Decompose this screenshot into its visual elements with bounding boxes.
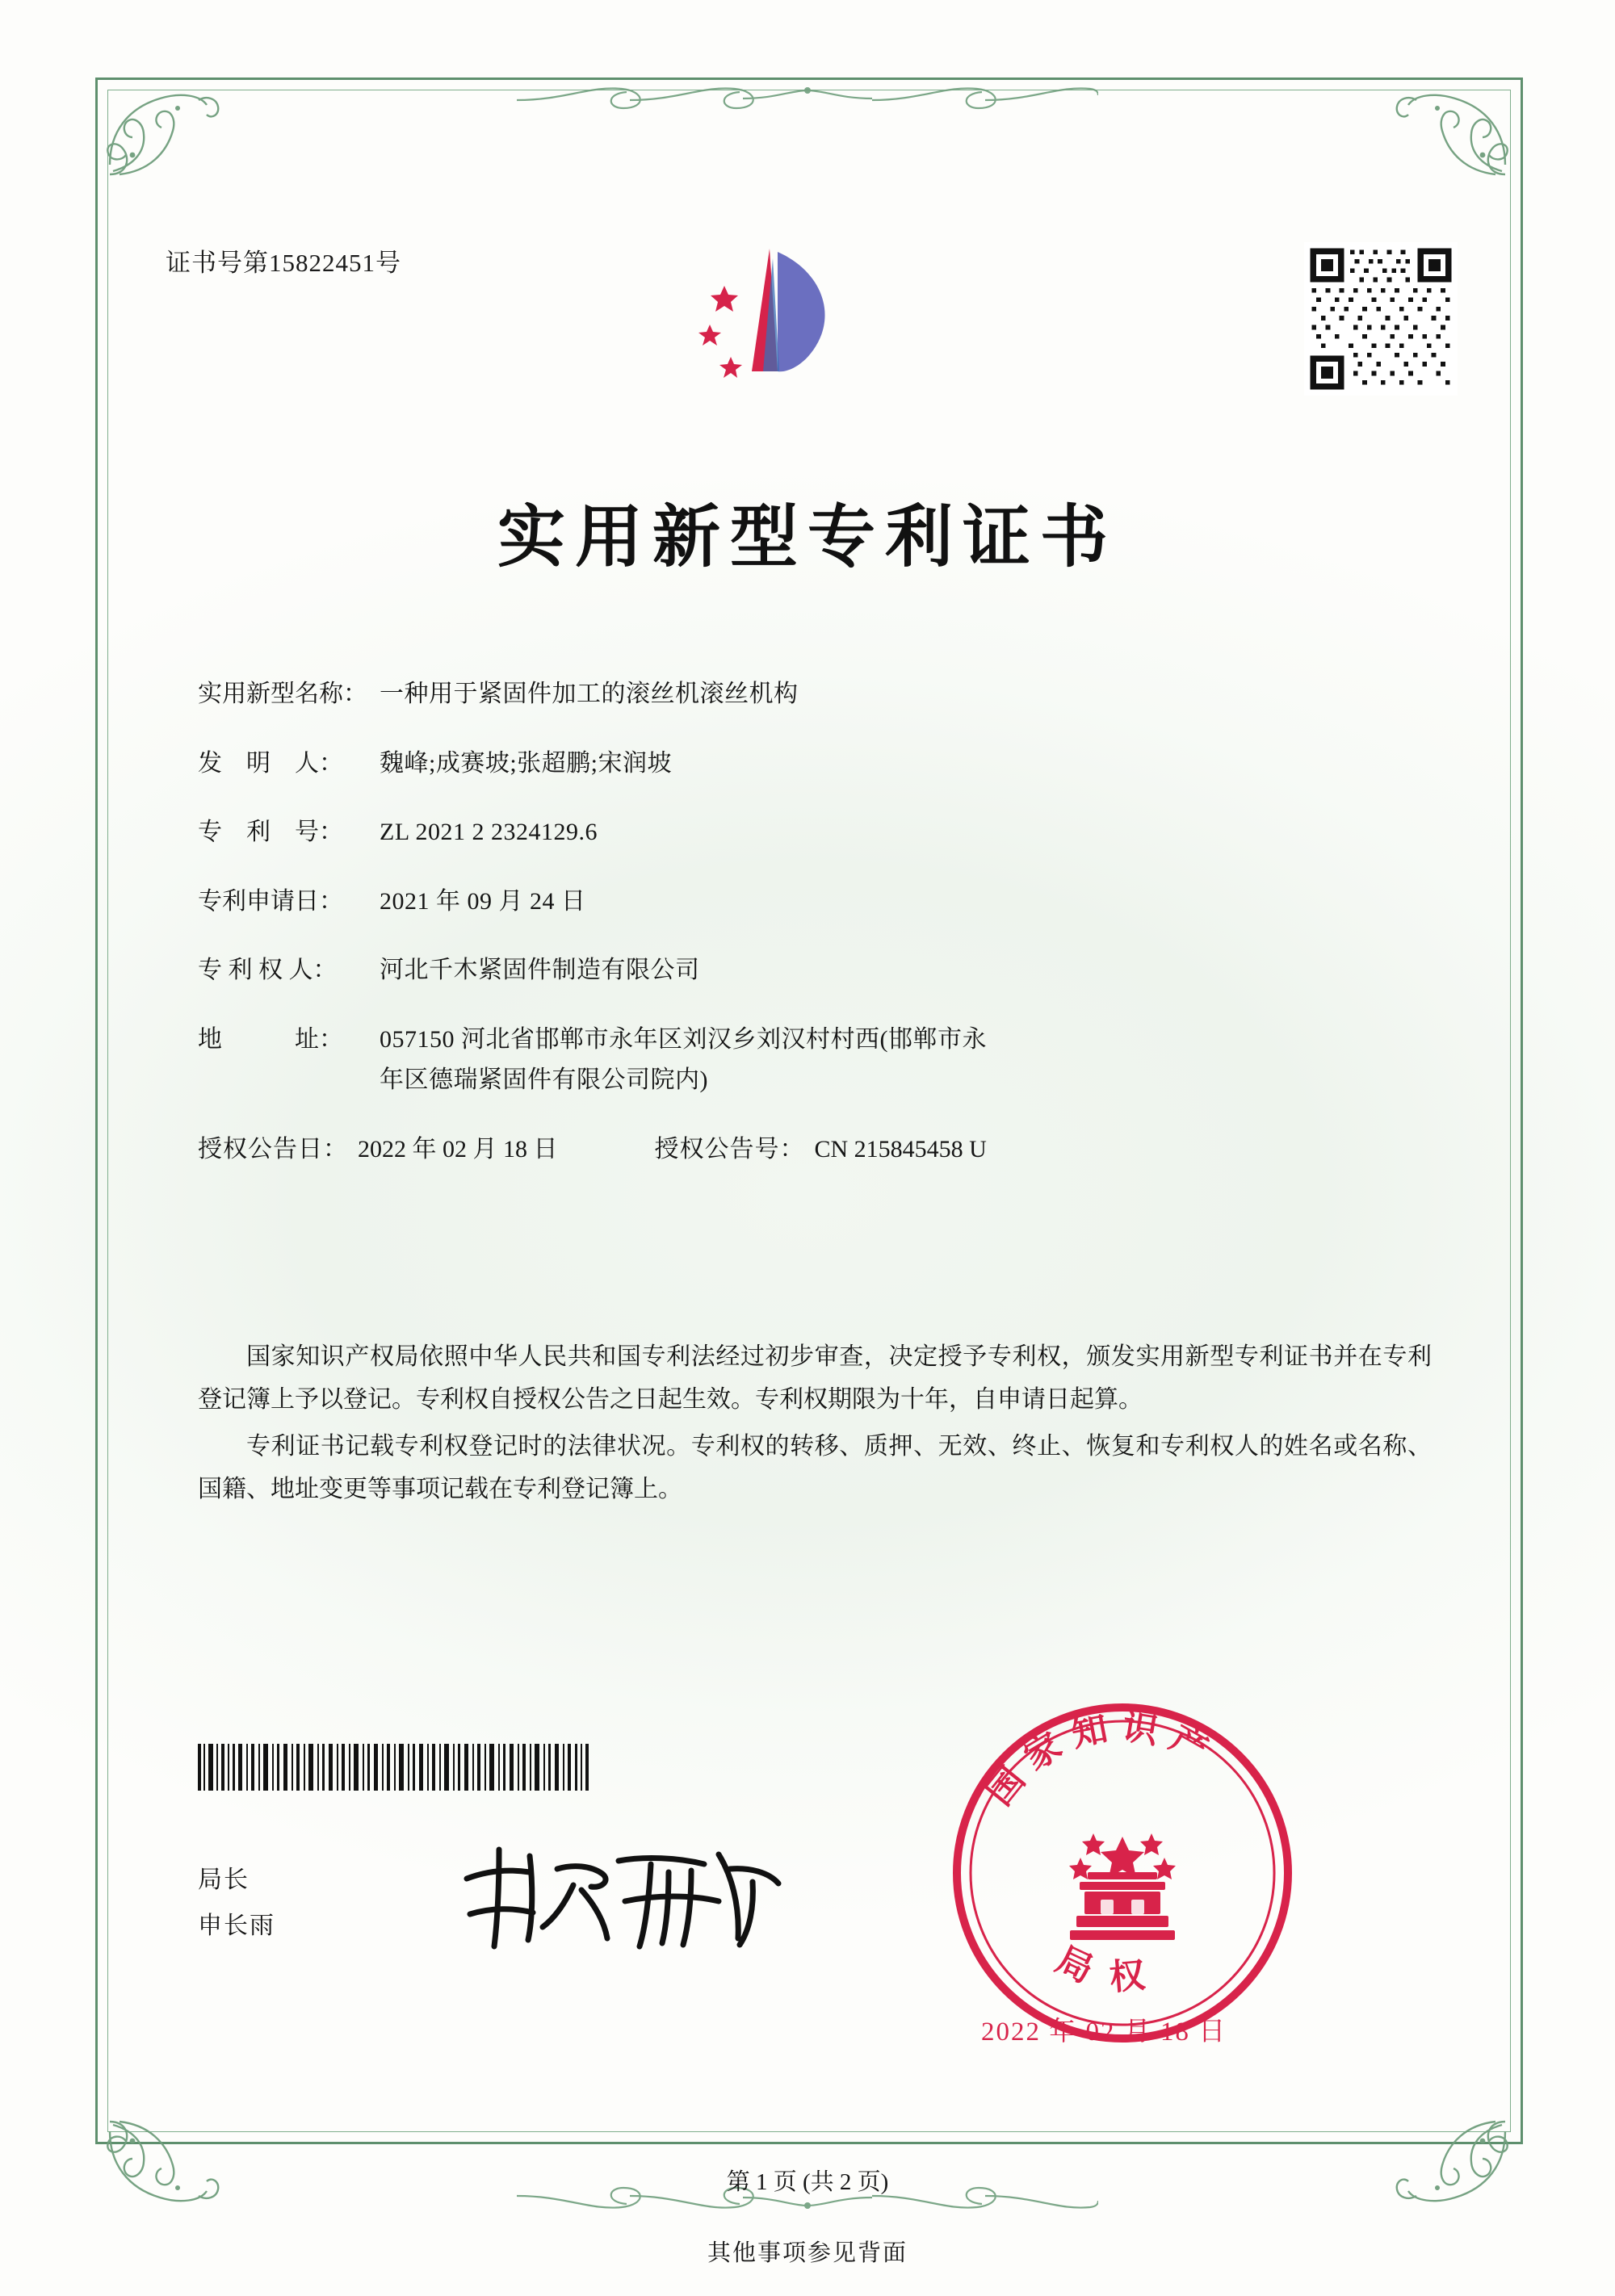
field-label: 专利申请日： [198, 887, 343, 915]
grant-date-label: 授权公告日： [198, 1135, 348, 1163]
svg-text:国家知识产: 国家知识产 [979, 1706, 1224, 1813]
field-row-inventors [198, 748, 1433, 781]
field-value: 魏峰;成赛坡;张超鹏;宋润坡 [380, 749, 673, 777]
field-list [198, 678, 1433, 1193]
top-flourish-icon [517, 81, 1098, 118]
field-row-patentee [198, 954, 1433, 987]
svg-text:局 权: 局 权 [1050, 1939, 1155, 1998]
qr-code [1304, 242, 1458, 396]
page-indicator: 第 1 页 (共 2 页) [726, 2169, 889, 2195]
corner-ornament-icon [103, 84, 224, 181]
address-line-2: 年区德瑞紧固件有限公司院内) [380, 1066, 708, 1093]
field-row-patent-number [198, 816, 1433, 849]
field-label: 发 明 人： [198, 749, 343, 777]
legal-text [198, 1336, 1432, 1515]
grant-number-label: 授权公告号： [654, 1135, 805, 1163]
field-row-name [198, 678, 1433, 711]
field-label: 专 利 权 人： [198, 957, 338, 983]
page-title: 实用新型专利证书 [497, 501, 1118, 576]
address-line-1: 057150 河北省邯郸市永年区刘汉乡刘汉村村西(邯郸市永 [380, 1025, 987, 1053]
field-label: 实用新型名称： [198, 681, 367, 707]
field-value: ZL 2021 2 2324129.6 [380, 819, 598, 845]
paragraph-2: 专利证书记载专利权登记时的法律状况。专利权的转移、质押、无效、终止、恢复和专利权人的姓名或名称、国籍、地址变更等事项记载在专利登记簿上。 [198, 1433, 1432, 1502]
field-value-address [380, 1024, 1433, 1097]
signature-mark [452, 1837, 791, 1958]
official-red-seal [949, 1699, 1296, 2047]
barcode [198, 1744, 602, 1791]
director-name: 申长雨 [198, 1913, 275, 1939]
field-label: 专 利 号： [198, 819, 343, 845]
paragraph-1: 国家知识产权局依照中华人民共和国专利法经过初步审查，决定授予专利权，颁发实用新型专利证书并在专利登记簿上予以登记。专利权自授权公告之日起生效。专利权期限为十年，自申请日起算。 [198, 1343, 1432, 1413]
field-value: 2021 年 09 月 24 日 [380, 887, 586, 915]
field-row-grant [198, 1133, 1433, 1167]
certificate-number: 证书号第15822451号 [166, 249, 401, 277]
grant-date-value: 2022 年 02 月 18 日 [358, 1135, 558, 1163]
corner-ornament-icon [1391, 84, 1512, 181]
field-label: 地 址： [198, 1025, 343, 1053]
signature-block [198, 1857, 275, 1949]
cnipa-logo-icon [682, 234, 876, 420]
field-row-application-date [198, 886, 1433, 919]
grant-number-value: CN 215845458 U [814, 1135, 987, 1163]
director-title: 局长 [198, 1867, 250, 1893]
field-value: 一种用于紧固件加工的滚丝机滚丝机构 [380, 681, 799, 707]
field-value: 河北千木紧固件制造有限公司 [380, 957, 700, 983]
field-row-address [198, 1024, 1433, 1097]
footer-note: 其他事项参见背面 [707, 2240, 908, 2266]
seal-date: 2022 年 02 月 18 日 [981, 2017, 1227, 2047]
